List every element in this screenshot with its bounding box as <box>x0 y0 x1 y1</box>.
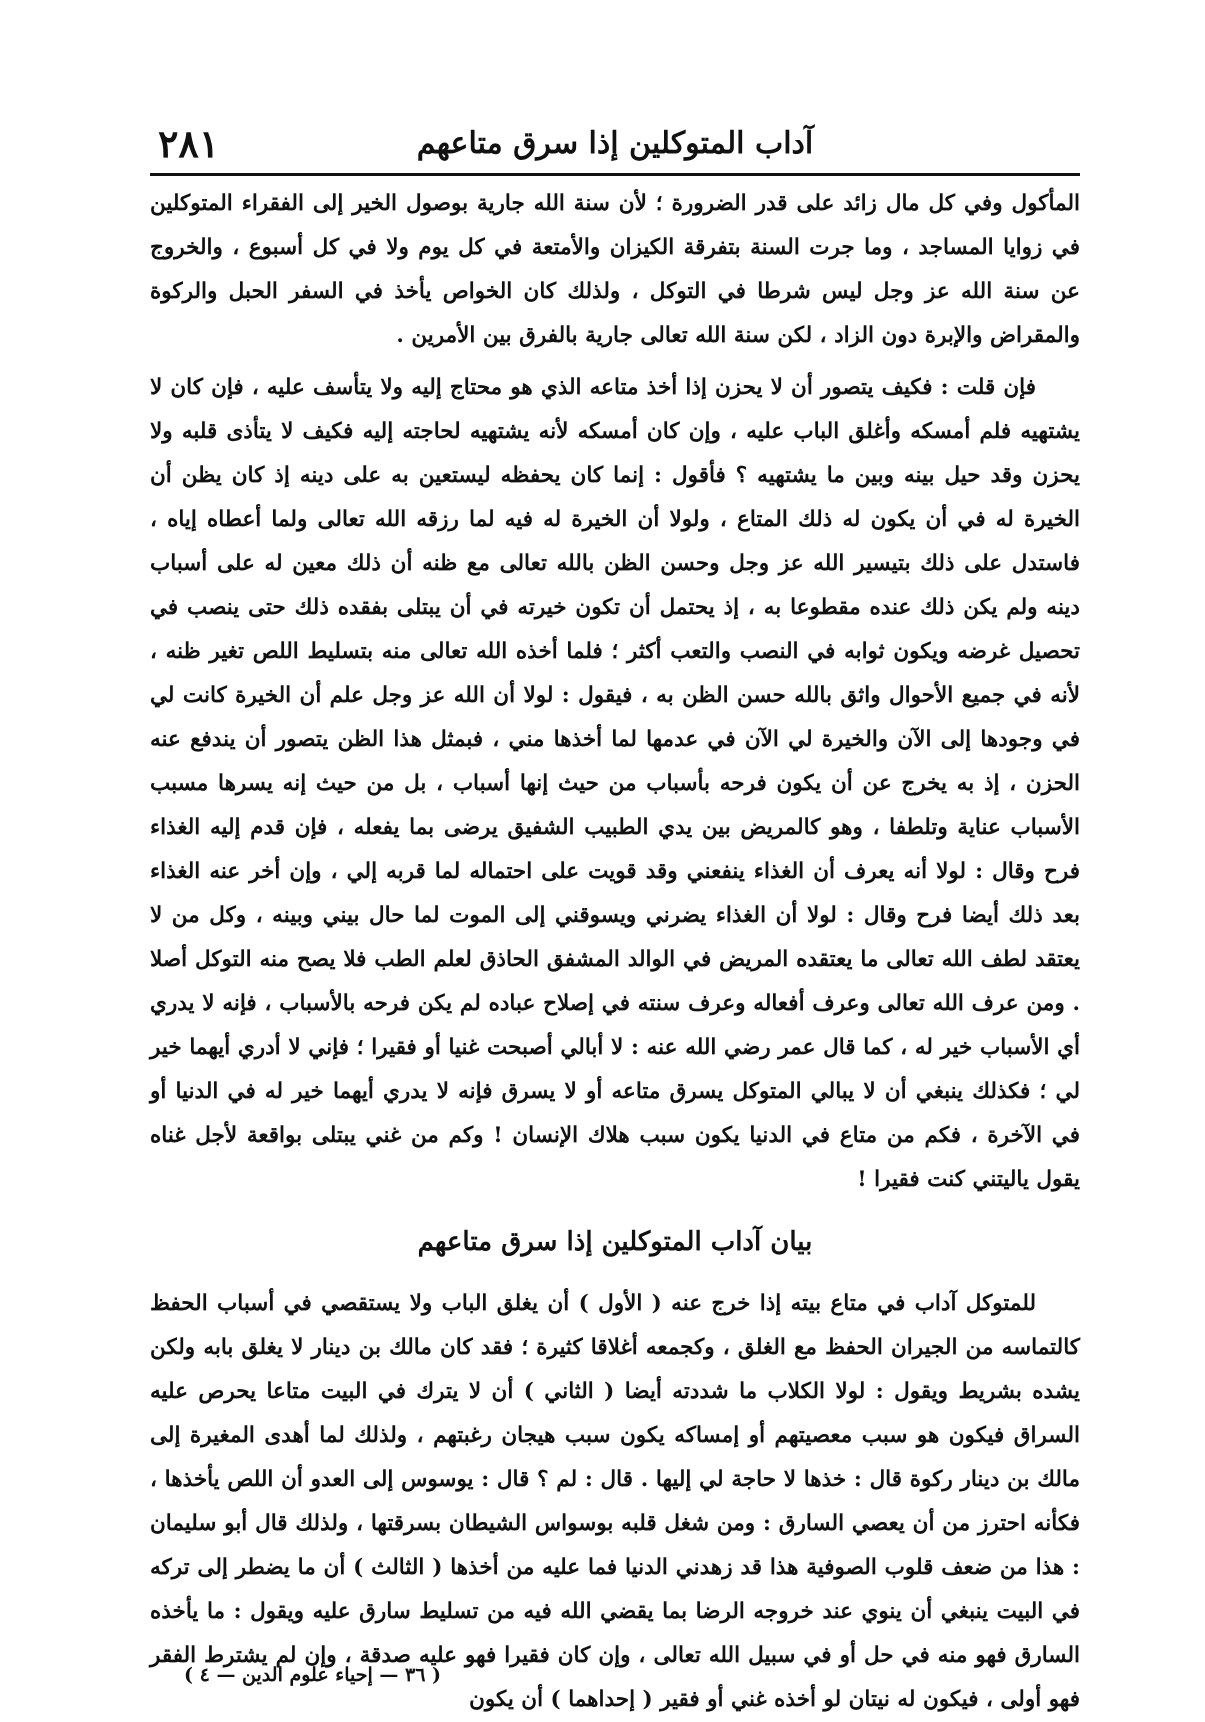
running-title: آداب المتوكلين إذا سرق متاعهم <box>416 126 814 161</box>
paragraph: فإن قلت : فكيف يتصور أن لا يحزن إذا أخذ متاعه الذي هو محتاج إليه ولا يتأسف عليه ، فإن كان لا يشتهيه فلم أمسكه وأغلق الباب عليه ، وإن كان أمسكه لأنه يشتهيه لحاجته إليه فكيف لا يتأذى قلبه ولا يحزن وقد حيل بينه وبين ما يشتهيه ؟ فأقول : إنما كان يحفظه ليستعين به على دينه إذ كان يظن أن الخيرة له في أن يكون له ذلك المتاع ، ولولا أن الخيرة له فيه لما رزقه الله تعالى ولما أعطاه إياه ، فاستدل على ذلك بتيسير الله عز وجل وحسن الظن بالله تعالى مع ظنه أن ذلك معين له على أسباب دينه ولم يكن ذلك عنده مقطوعا به ، إذ يحتمل أن تكون خيرته في أن يبتلى بفقده ذلك حتى ينصب في تحصيل غرضه ويكون ثوابه في النصب والتعب أكثر ؛ فلما أخذه الله تعالى منه بتسليط اللص تغير ظنه ، لأنه في جميع الأحوال واثق بالله حسن الظن به ، فيقول : لولا أن الله عز وجل علم أن الخيرة كانت لي في وجودها إلى الآن والخيرة لي الآن في عدمها لما أخذها مني ، فبمثل هذا الظن يتصور أن يندفع عنه الحزن ، إذ به يخرج عن أن يكون فرحه بأسباب من حيث إنها أسباب ، بل من حيث إنه يسرها مسبب الأسباب عناية وتلطفا ، وهو كالمريض بين يدي الطبيب الشفيق يرضى بما يفعله ، فإن قدم إليه الغذاء فرح وقال : لولا أنه يعرف أن الغذاء ينفعني وقد قويت على احتماله لما قربه إلي ، وإن أخر عنه الغذاء بعد ذلك أيضا فرح وقال : لولا أن الغذاء يضرني ويسوقني إلى الموت لما حال بيني وبينه ، وكل من لا يعتقد لطف الله تعالى ما يعتقده المريض في الوالد المشفق الحاذق لعلم الطب فلا يصح منه التوكل أصلا . ومن عرف الله تعالى وعرف أفعاله وعرف سنته في إصلاح عباده لم يكن فرحه بالأسباب ، فإنه لا يدري أي الأسباب خير له ، كما قال عمر رضي الله عنه : لا أبالي أصبحت غنيا أو فقيرا ؛ فإني لا أدري أيهما خير لي ؛ فكذلك ينبغي أن لا يبالي المتوكل يسرق متاعه أو لا يسرق فإنه لا يدري أيهما خير له في الدنيا أو في الآخرة ، فكم من متاع في الدنيا يكون سبب هلاك الإنسان ! وكم من غني يبتلى بواقعة لأجل غناه يقول ياليتني كنت فقيرا ! <box>150 375 1080 1192</box>
paragraph-spacer <box>150 358 1080 366</box>
paragraph: المأكول وفي كل مال زائد على قدر الضرورة ؛ لأن سنة الله جارية بوصول الخير إلى الفقراء المتوكلين في زوايا المساجد ، وما جرت السنة بتفرقة الكيزان والأمتعة في كل يوم ولا في كل أسبوع ، والخروج عن سنة الله عز وجل ليس شرطا في التوكل ، ولذلك كان الخواص يأخذ في السفر الحبل والركوة والمقراض والإبرة دون الزاد ، لكن سنة الله تعالى جارية بالفرق بين الأمرين . <box>150 191 1080 348</box>
section-heading: بيان آداب المتوكلين إذا سرق متاعهم <box>417 1227 813 1257</box>
running-header <box>150 118 1080 170</box>
main-text <box>150 182 1080 1722</box>
footer-signature: ( ٣٦ — إحياء علوم الدين — ٤ ) <box>184 1664 442 1686</box>
header-rule <box>150 173 1080 176</box>
page-number: ٢٨١ <box>158 121 220 166</box>
paragraph: للمتوكل آداب في متاع بيته إذا خرج عنه ( الأول ) أن يغلق الباب ولا يستقصي في أسباب الحفظ كالتماسه من الجيران الحفظ مع الغلق ، وكجمعه أغلاقا كثيرة ؛ فقد كان مالك بن دينار لا يغلق بابه ولكن يشده بشريط ويقول : لولا الكلاب ما شددته أيضا ( الثاني ) أن لا يترك في البيت متاعا يحرص عليه السراق فيكون هو سبب معصيتهم أو إمساكه يكون سبب هيجان رغبتهم ، ولذلك لما أهدى المغيرة إلى مالك بن دينار ركوة قال : خذها لا حاجة لي إليها . قال : لم ؟ قال : يوسوس إلى العدو أن اللص يأخذها ، فكأنه احترز من أن يعصي السارق : ومن شغل قلبه بوسواس الشيطان بسرقتها ، ولذلك قال أبو سليمان : هذا من ضعف قلوب الصوفية هذا قد زهدني الدنيا فما عليه من أخذها ( الثالث ) أن ما يضطر إلى تركه في البيت ينبغي أن ينوي عند خروجه الرضا بما يقضي الله فيه من تسليط سارق عليه ويقول : ما يأخذه السارق فهو منه في حل أو في سبيل الله تعالى ، وإن كان فقيرا فهو عليه صدقة ، وإن لم يشترط الفقر فهو أولى ، فيكون له نيتان لو أخذه غني أو فقير ( إحداهما ) أن يكون <box>150 1291 1080 1712</box>
